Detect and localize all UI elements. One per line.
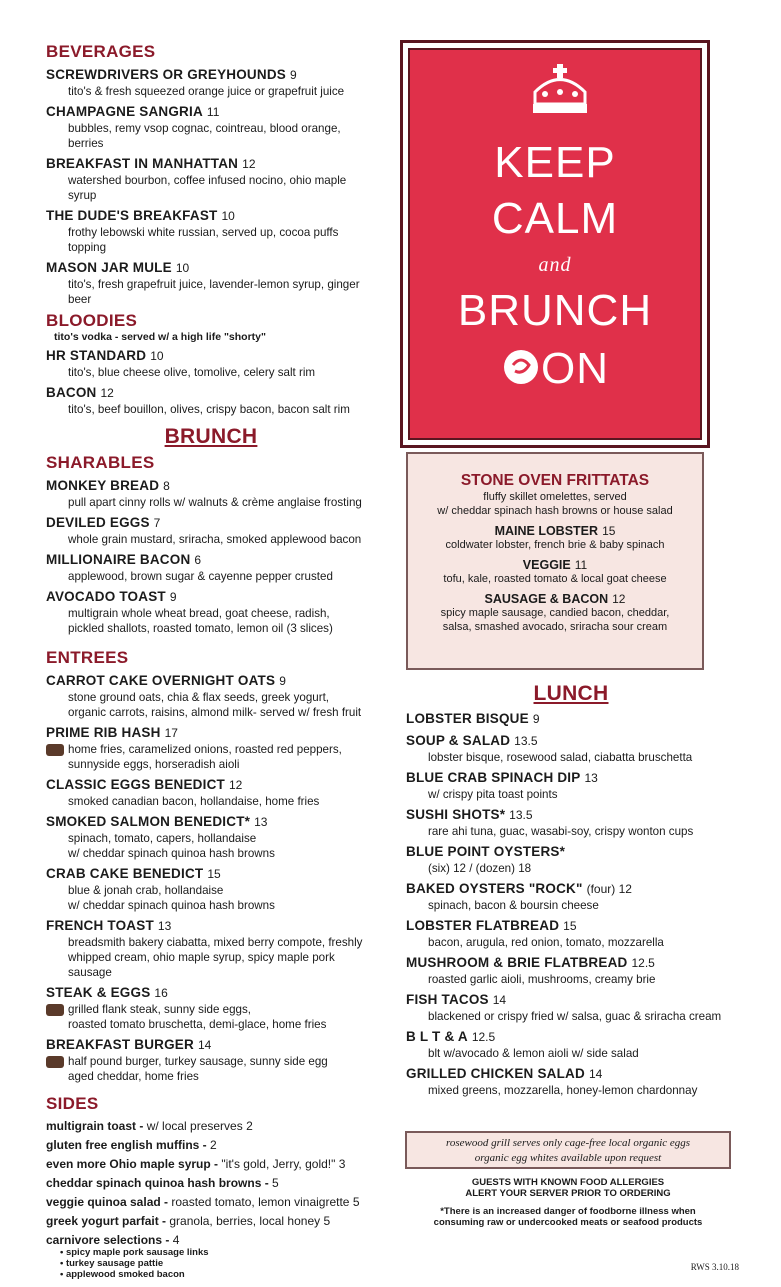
menu-item-desc: pull apart cinny rolls w/ walnuts & crème anglaise frosting (68, 496, 362, 509)
signature-dish-icon (46, 744, 64, 756)
side-item (46, 1119, 376, 1133)
frittatas-desc2: w/ cheddar spinach hash browns or house salad (437, 505, 673, 517)
carnivore-item: • turkey sausage pattie (60, 1258, 164, 1269)
menu-item-price: 9 (289, 68, 297, 82)
menu-item-name: BLUE CRAB SPINACH DIP (406, 770, 581, 785)
side-item-price: 2 (210, 1138, 217, 1152)
menu-item-desc: watershed bourbon, coffee infused nocino, ohio maple syrup (68, 174, 347, 202)
menu-item-name: B L T & A (406, 1029, 468, 1044)
side-item-desc: w/ local preserves (146, 1119, 243, 1133)
menu-item-desc: grilled flank steak, sunny side eggs, (68, 1003, 252, 1016)
lunch-column (406, 682, 736, 1098)
menu-item-price: 15 (563, 919, 577, 933)
signature-dish-icon (46, 1056, 64, 1068)
menu-item-header (406, 843, 736, 861)
menu-item-name: SMOKED SALMON BENEDICT* (46, 814, 251, 829)
section-title-bloodies: BLOODIES (46, 311, 138, 330)
side-item-desc: roasted tomato, lemon vinaigrette (171, 1195, 350, 1209)
menu-item-name: CARROT CAKE OVERNIGHT OATS (46, 673, 276, 688)
menu-item-desc: applewood, brown sugar & cayenne pepper crusted (68, 570, 333, 583)
carnivore-item: • spicy maple pork sausage links (60, 1247, 209, 1258)
menu-item-price: 12.5 (631, 956, 655, 970)
menu-item-price: 6 (194, 553, 202, 567)
menu-item-name: PRIME RIB HASH (46, 725, 161, 740)
menu-item (406, 732, 736, 765)
menu-item-name: CLASSIC EGGS BENEDICT (46, 777, 225, 792)
poster-line-and: and (538, 254, 572, 276)
menu-item (406, 1028, 736, 1061)
side-item (46, 1157, 376, 1171)
poster-panel (408, 48, 702, 440)
side-item-desc: granola, berries, local honey (169, 1214, 321, 1228)
menu-item-price: 12 (228, 778, 243, 792)
menu-item-name: CHAMPAGNE SANGRIA (46, 104, 203, 119)
menu-item-desc: sunnyside eggs, horseradish aioli (68, 758, 240, 771)
menu-item-desc: bubbles, remy vsop cognac, cointreau, blood orange, berries (68, 122, 341, 150)
side-item-price: 5 (352, 1195, 360, 1209)
menu-item-header (406, 917, 736, 935)
section-title-brunch: BRUNCH (164, 425, 258, 448)
menu-item-desc: spinach, tomato, capers, hollandaise (68, 832, 257, 845)
warning-line-2: consuming raw or undercooked meats or seafood products (433, 1217, 703, 1228)
sharables-list (46, 477, 376, 636)
menu-item-desc: stone ground oats, chia & flax seeds, greek yogurt, (68, 691, 330, 704)
menu-item (46, 865, 376, 913)
menu-item-desc: bacon, arugula, red onion, tomato, mozzarella (428, 936, 664, 949)
menu-item-desc: frothy lebowski white russian, served up, cocoa puffs topping (68, 226, 339, 254)
menu-item-price: 13.5 (509, 808, 533, 822)
menu-item-price: 14 (588, 1067, 603, 1081)
menu-item-name: LOBSTER BISQUE (406, 711, 529, 726)
menu-item-desc: whipped cream, ohio maple syrup, spicy maple pork sausage (68, 951, 335, 979)
frittatas-list (408, 524, 702, 634)
poster-line-keep: KEEP (494, 138, 616, 187)
allergy-line-1: GUESTS WITH KNOWN FOOD ALLERGIES (471, 1177, 665, 1188)
frittata-item-desc: tofu, kale, roasted tomato & local goat cheese (443, 573, 667, 585)
menu-item-desc: half pound burger, turkey sausage, sunny side egg (68, 1055, 328, 1068)
menu-item-price: 13 (157, 919, 172, 933)
menu-item-price: 17 (164, 726, 178, 740)
menu-item-price: (four) 12 (586, 882, 632, 896)
menu-item-header (406, 991, 736, 1009)
menu-item-price: 8 (163, 479, 170, 493)
menu-item-desc: tito's, beef bouillon, olives, crispy bacon, bacon salt rim (68, 403, 350, 416)
side-item-name: multigrain toast - (46, 1119, 144, 1133)
menu-item-name: AVOCADO TOAST (46, 589, 166, 604)
menu-item (46, 207, 376, 255)
menu-item-header (46, 103, 376, 121)
menu-item (46, 514, 376, 547)
menu-item (46, 1036, 376, 1084)
crown-icon (525, 62, 595, 120)
menu-item-header (406, 880, 736, 898)
menu-item-desc: tito's, blue cheese olive, tomolive, celery salt rim (68, 366, 316, 379)
poster-line-on (410, 344, 700, 394)
frittata-item-name: SAUSAGE & BACON (484, 592, 609, 606)
menu-item-header (406, 732, 736, 750)
side-item (46, 1176, 376, 1190)
menu-item-desc: breadsmith bakery ciabatta, mixed berry compote, freshly (68, 936, 363, 949)
menu-item (406, 843, 736, 876)
menu-item-name: MONKEY BREAD (46, 478, 160, 493)
beverages-list (46, 66, 376, 307)
menu-item-header (46, 984, 376, 1002)
frittata-item (408, 592, 702, 634)
menu-item-desc: roasted tomato bruschetta, demi-glace, home fries (68, 1018, 327, 1031)
menu-item (46, 813, 376, 861)
section-title-lunch: LUNCH (533, 682, 609, 705)
menu-item (46, 551, 376, 584)
keep-calm-poster (400, 40, 710, 448)
menu-item-header (406, 954, 736, 972)
menu-item-name: BLUE POINT OYSTERS* (406, 844, 566, 859)
menu-item-name: SCREWDRIVERS OR GREYHOUNDS (46, 67, 286, 82)
eggs-note-2: organic egg whites available upon request (474, 1152, 662, 1164)
menu-item-desc: aged cheddar, home fries (68, 1070, 199, 1083)
menu-item-price: 12 (242, 157, 256, 171)
frittata-item-name: MAINE LOBSTER (494, 524, 599, 538)
menu-item-header (46, 672, 376, 690)
menu-item-desc: w/ crispy pita toast points (428, 788, 558, 801)
menu-item (46, 917, 376, 980)
menu-item-name: BREAKFAST BURGER (46, 1037, 194, 1052)
menu-item-price: 13 (584, 771, 598, 785)
poster-on-text: ON (541, 344, 609, 393)
menu-item-price: 11 (206, 105, 220, 119)
menu-item-header (46, 917, 376, 935)
menu-item-header (46, 776, 376, 794)
menu-item (406, 806, 736, 839)
menu-item-header (46, 588, 376, 606)
menu-item-name: CRAB CAKE BENEDICT (46, 866, 204, 881)
side-item (46, 1214, 376, 1228)
section-title-sharables: SHARABLES (46, 453, 155, 472)
side-item (46, 1138, 376, 1152)
frittatas-title: STONE OVEN FRITTATAS (460, 472, 650, 489)
menu-item-price: 15 (207, 867, 221, 881)
menu-item-desc: blt w/avocado & lemon aioli w/ side salad (428, 1047, 639, 1060)
allergy-line-2: ALERT YOUR SERVER PRIOR TO ORDERING (465, 1188, 671, 1199)
side-item-price: 5 (272, 1176, 279, 1190)
menu-item-header (46, 865, 376, 883)
side-item-price: 4 (172, 1233, 180, 1247)
side-item (46, 1233, 376, 1247)
menu-item-header (46, 259, 376, 277)
menu-code: RWS 3.10.18 (690, 1262, 739, 1272)
menu-item (406, 769, 736, 802)
entrees-list (46, 672, 376, 1084)
menu-item-header (46, 551, 376, 569)
menu-item-header (46, 155, 376, 173)
menu-item-desc: blackened or crispy fried w/ salsa, guac & sriracha cream (428, 1010, 722, 1023)
menu-item-desc: (six) 12 / (dozen) 18 (428, 862, 532, 875)
menu-item (406, 954, 736, 987)
menu-item-price: 12.5 (471, 1030, 496, 1044)
menu-item-desc: organic carrots, raisins, almond milk- served w/ fresh fruit (68, 706, 362, 719)
menu-item-header (46, 514, 376, 532)
menu-item-price: 10 (175, 261, 190, 275)
frittata-item-desc: spicy maple sausage, candied bacon, cheddar, (440, 607, 670, 619)
carnivore-list (46, 1247, 376, 1280)
menu-item-header (406, 1065, 736, 1083)
menu-item (406, 917, 736, 950)
menu-item-header (406, 1028, 736, 1046)
bloodies-list (46, 347, 376, 417)
menu-item-name: FRENCH TOAST (46, 918, 154, 933)
menu-item (46, 347, 376, 380)
menu-item-name: FISH TACOS (406, 992, 489, 1007)
side-item-name: veggie quinoa salad - (46, 1195, 169, 1209)
frittata-item-price: 12 (612, 592, 626, 606)
rose-logo-icon (501, 347, 541, 387)
menu-item-desc: pickled shallots, roasted tomato, lemon oil (3 slices) (68, 622, 333, 635)
menu-item-desc: w/ cheddar spinach quinoa hash browns (68, 847, 275, 860)
side-item-name: cheddar spinach quinoa hash browns - (46, 1176, 269, 1190)
side-item-name: gluten free english muffins - (46, 1138, 207, 1152)
menu-item-name: MASON JAR MULE (46, 260, 172, 275)
section-title-sides: SIDES (46, 1094, 99, 1113)
menu-item-desc: w/ cheddar spinach quinoa hash browns (68, 899, 275, 912)
menu-item-price: 10 (221, 209, 235, 223)
eggs-note-box (405, 1131, 731, 1169)
menu-item-desc: lobster bisque, rosewood salad, ciabatta bruschetta (428, 751, 693, 764)
side-item-name: even more Ohio maple syrup - (46, 1157, 219, 1171)
menu-item-name: DEVILED EGGS (46, 515, 150, 530)
menu-item-name: LOBSTER FLATBREAD (406, 918, 560, 933)
side-item-name: carnivore selections - (46, 1233, 170, 1247)
menu-item-name: THE DUDE'S BREAKFAST (46, 208, 218, 223)
menu-item-name: BREAKFAST IN MANHATTAN (46, 156, 239, 171)
menu-item-header (46, 66, 376, 84)
menu-item-price: 7 (153, 516, 161, 530)
menu-item-price: 16 (154, 986, 168, 1000)
menu-item (46, 724, 376, 772)
menu-item-name: GRILLED CHICKEN SALAD (406, 1066, 585, 1081)
side-item-price: 3 (338, 1157, 346, 1171)
frittata-item (408, 558, 702, 586)
menu-item-price: 9 (279, 674, 286, 688)
menu-item (406, 710, 736, 728)
menu-item-header (46, 724, 376, 742)
frittata-item-price: 11 (574, 558, 588, 572)
menu-item-desc: rare ahi tuna, guac, wasabi-soy, crispy wonton cups (428, 825, 694, 838)
menu-item (46, 776, 376, 809)
menu-item-header (46, 813, 376, 831)
menu-item (406, 991, 736, 1024)
menu-item-desc: smoked canadian bacon, hollandaise, home fries (68, 795, 320, 808)
menu-item (46, 384, 376, 417)
menu-item (406, 1065, 736, 1098)
menu-item-price: 9 (532, 712, 540, 726)
lunch-list (406, 710, 736, 1098)
menu-item-header (46, 207, 376, 225)
menu-item-desc: multigrain whole wheat bread, goat cheese, radish, (68, 607, 330, 620)
menu-item-header (46, 347, 376, 365)
menu-item (46, 103, 376, 151)
menu-item (406, 880, 736, 913)
menu-item-price: 14 (197, 1038, 212, 1052)
side-item-price: 5 (323, 1214, 331, 1228)
menu-item-desc: whole grain mustard, sriracha, smoked applewood bacon (68, 533, 362, 546)
menu-item-header (406, 806, 736, 824)
frittata-item-header (408, 524, 702, 538)
eggs-note-1: rosewood grill serves only cage-free local organic eggs (445, 1137, 691, 1149)
menu-item-name: STEAK & EGGS (46, 985, 151, 1000)
frittata-item-header (408, 592, 702, 606)
menu-item (46, 672, 376, 720)
menu-item (46, 588, 376, 636)
menu-item-price: 14 (492, 993, 507, 1007)
menu-item-desc: blue & jonah crab, hollandaise (68, 884, 224, 897)
side-item (46, 1195, 376, 1209)
menu-item (46, 477, 376, 510)
carnivore-item: • applewood smoked bacon (60, 1269, 185, 1280)
menu-item-desc: roasted garlic aioli, mushrooms, creamy brie (428, 973, 656, 986)
menu-item-price: 13 (254, 815, 268, 829)
menu-item (46, 66, 376, 99)
section-title-entrees: ENTREES (46, 648, 129, 667)
signature-dish-icon (46, 1004, 64, 1016)
menu-item-name: HR STANDARD (46, 348, 147, 363)
section-title-beverages: BEVERAGES (46, 42, 156, 61)
menu-item-desc: mixed greens, mozzarella, honey-lemon chardonnay (428, 1084, 698, 1097)
menu-item-price: 13.5 (514, 734, 538, 748)
frittata-item-header (408, 558, 702, 572)
frittata-item-name: VEGGIE (522, 558, 571, 572)
poster-line-calm: CALM (491, 194, 619, 243)
frittatas-desc: fluffy skillet omelettes, served (483, 491, 627, 503)
menu-item-name: MUSHROOM & BRIE FLATBREAD (406, 955, 628, 970)
frittata-item-price: 15 (602, 524, 616, 538)
frittata-item-desc: coldwater lobster, french brie & baby spinach (445, 539, 665, 551)
side-item-name: greek yogurt parfait - (46, 1214, 167, 1228)
menu-item-price: 9 (169, 590, 177, 604)
menu-item-header (406, 710, 736, 728)
menu-item-header (406, 769, 736, 787)
menu-item-desc: tito's, fresh grapefruit juice, lavender-lemon syrup, ginger beer (68, 278, 360, 306)
side-item-price: 2 (246, 1119, 253, 1133)
left-column (46, 42, 376, 1280)
sides-list (46, 1119, 376, 1247)
menu-item-price: 12 (100, 386, 114, 400)
frittata-item (408, 524, 702, 552)
poster-line-brunch: BRUNCH (457, 286, 653, 335)
menu-item-desc: tito's & fresh squeezed orange juice or grapefruit juice (68, 85, 345, 98)
menu-item (46, 984, 376, 1032)
menu-item-header (46, 384, 376, 402)
menu-item-desc: home fries, caramelized onions, roasted red peppers, (68, 743, 342, 756)
menu-item-header (46, 1036, 376, 1054)
menu-item-name: BACON (46, 385, 97, 400)
menu-item-desc: spinach, bacon & boursin cheese (428, 899, 599, 912)
menu-item-header (46, 477, 376, 495)
menu-item-name: SOUP & SALAD (406, 733, 511, 748)
menu-item (46, 155, 376, 203)
warning-line-1: *There is an increased danger of foodborne illness when (440, 1206, 696, 1217)
frittata-item-desc: salsa, smashed avocado, sriracha sour cream (442, 621, 668, 633)
menu-item-name: BAKED OYSTERS "ROCK" (406, 881, 583, 896)
side-item-desc: "it's gold, Jerry, gold!" (221, 1157, 336, 1171)
bloodies-note: tito's vodka - served w/ a high life "shorty" (54, 331, 266, 343)
menu-item-name: MILLIONAIRE BACON (46, 552, 191, 567)
menu-item-price: 10 (150, 349, 164, 363)
menu-item (46, 259, 376, 307)
menu-item-name: SUSHI SHOTS* (406, 807, 506, 822)
frittatas-box (406, 452, 704, 670)
